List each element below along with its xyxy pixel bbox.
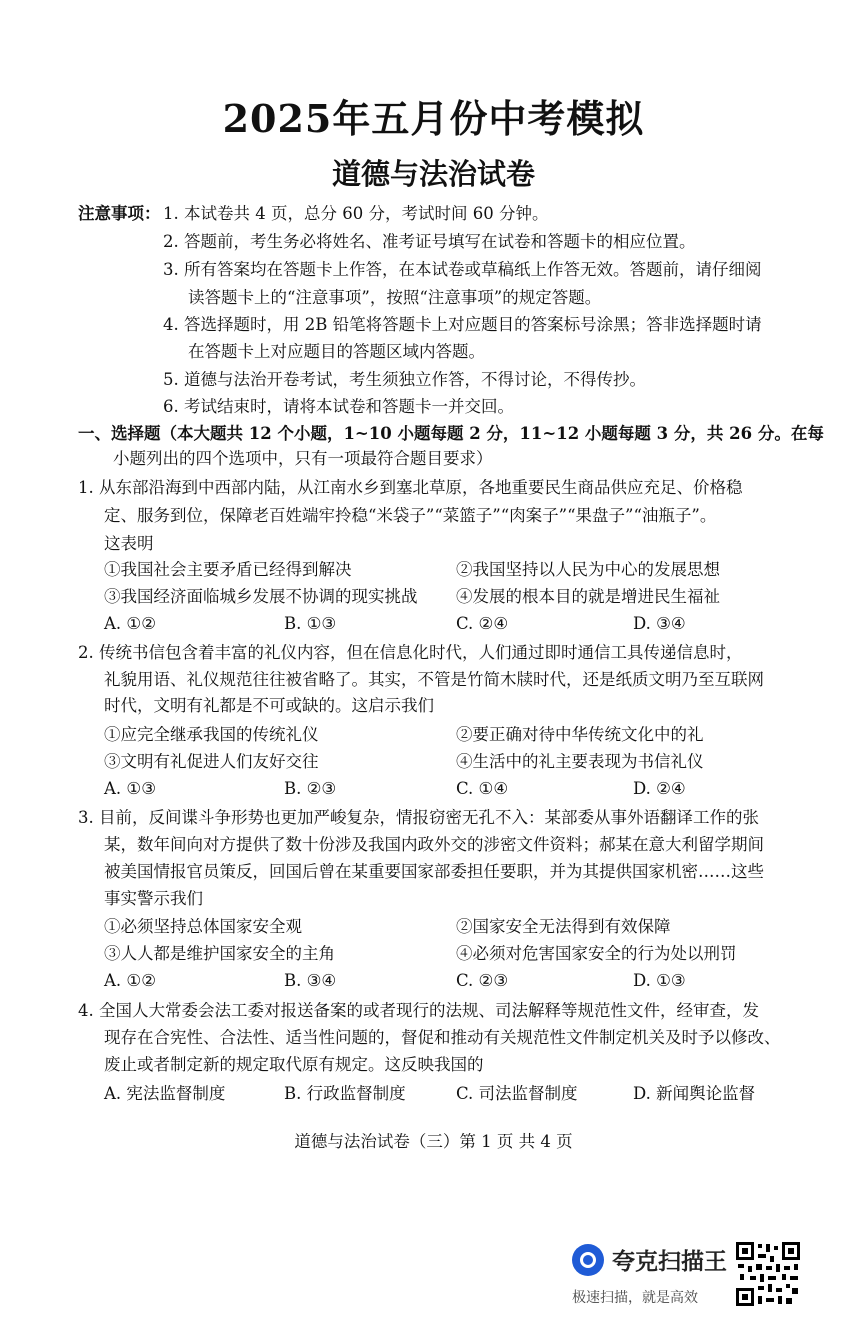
- question-2-stem: 2. 传统书信包含着丰富的礼仪内容，但在信息化时代，人们通过即时通信工具传递信息时，: [78, 643, 743, 662]
- question-3-stem: 某，数年间向对方提供了数十份涉及我国内政外交的涉密文件资料；郝某在意大利留学期间: [104, 835, 764, 854]
- question-3-stem: 被美国情报官员策反，回国后曾在某重要国家部委担任要职，并为其提供国家机密……这些: [104, 862, 764, 881]
- section-heading: 一、选择题（本大题共 12 个小题，1~10 小题每题 2 分，11~12 小题每题 3 分，共 26 分。在每: [78, 424, 824, 443]
- statement: ③文明有礼促进人们友好交往: [104, 752, 319, 771]
- statement: ①必须坚持总体国家安全观: [104, 917, 302, 936]
- option-b: B. ③④: [284, 971, 337, 990]
- option-a: A. ①②: [104, 971, 156, 990]
- statement: ①应完全继承我国的传统礼仪: [104, 725, 319, 744]
- notice-line: 在答题卡上对应题目的答题区域内答题。: [188, 342, 485, 361]
- question-1-stem: 定、服务到位，保障老百姓端牢拎稳“米袋子”“菜篮子”“肉案子”“果盘子”“油瓶子”。: [104, 506, 717, 525]
- page-footer: 道德与法治试卷（三）第 1 页 共 4 页: [294, 1132, 573, 1151]
- scanner-logo: [572, 1243, 727, 1276]
- option-a: A. 宪法监督制度: [104, 1084, 226, 1103]
- option-b: B. ①③: [284, 614, 337, 633]
- question-2-stem: 时代，文明有礼都是不可或缺的。这启示我们: [104, 696, 434, 715]
- statement: ②国家安全无法得到有效保障: [456, 917, 671, 936]
- section-heading-cont: 小题列出的四个选项中，只有一项最符合题目要求）: [113, 449, 493, 468]
- exam-subtitle: 道德与法治试卷: [331, 157, 535, 191]
- statement: ②我国坚持以人民为中心的发展思想: [456, 560, 720, 579]
- notice-label: 注意事项：: [78, 204, 161, 223]
- scanner-brand: 夸克扫描王: [612, 1249, 727, 1275]
- option-d: D. ③④: [633, 614, 686, 633]
- option-a: A. ①③: [104, 779, 156, 798]
- notice-line: 2. 答题前，考生务必将姓名、准考证号填写在试卷和答题卡的相应位置。: [163, 232, 696, 251]
- notice-line: 4. 答选择题时，用 2B 铅笔将答题卡上对应题目的答案标号涂黑；答非选择题时请: [163, 315, 762, 334]
- option-c: C. ②④: [456, 614, 509, 633]
- scanner-tagline: 极速扫描，就是高效: [572, 1290, 698, 1306]
- question-4-stem: 4. 全国人大常委会法工委对报送备案的或者现行的法规、司法解释等规范性文件，经审查，发: [78, 1001, 759, 1020]
- notice-line: 6. 考试结束时，请将本试卷和答题卡一并交回。: [163, 397, 514, 416]
- option-d: D. ②④: [633, 779, 686, 798]
- option-c: C. ②③: [456, 971, 509, 990]
- question-1-stem: 1. 从东部沿海到中西部内陆，从江南水乡到塞北草原，各地重要民生商品供应充足、价格稳: [78, 478, 743, 497]
- qr-code-icon: [736, 1242, 800, 1306]
- statement: ④必须对危害国家安全的行为处以刑罚: [456, 944, 737, 963]
- notice-line: 5. 道德与法治开卷考试，考生须独立作答，不得讨论，不得传抄。: [163, 370, 646, 389]
- option-b: B. 行政监督制度: [284, 1084, 406, 1103]
- option-a: A. ①②: [104, 614, 156, 633]
- option-b: B. ②③: [284, 779, 337, 798]
- question-4-stem: 废止或者制定新的规定取代原有规定。这反映我国的: [104, 1055, 484, 1074]
- notice-line: 1. 本试卷共 4 页，总分 60 分，考试时间 60 分钟。: [163, 204, 549, 223]
- notice-line: 3. 所有答案均在答题卡上作答，在本试卷或草稿纸上作答无效。答题前，请仔细阅: [163, 260, 762, 279]
- question-3-stem: 事实警示我们: [104, 889, 203, 908]
- statement: ④发展的根本目的就是增进民生福祉: [456, 587, 720, 606]
- exam-title: 2025年五月份中考模拟: [222, 96, 645, 141]
- option-d: D. ①③: [633, 971, 686, 990]
- statement: ③我国经济面临城乡发展不协调的现实挑战: [104, 587, 418, 606]
- option-c: C. 司法监督制度: [456, 1084, 578, 1103]
- statement: ④生活中的礼主要表现为书信礼仪: [456, 752, 704, 771]
- quark-logo-icon: [572, 1244, 604, 1276]
- notice-line: 读答题卡上的“注意事项”，按照“注意事项”的规定答题。: [188, 288, 602, 307]
- option-d: D. 新闻舆论监督: [633, 1084, 756, 1103]
- question-2-stem: 礼貌用语、礼仪规范往往被省略了。其实，不管是竹简木牍时代，还是纸质文明乃至互联网: [104, 670, 764, 689]
- option-c: C. ①④: [456, 779, 509, 798]
- question-3-stem: 3. 目前，反间谍斗争形势也更加严峻复杂，情报窃密无孔不入：某部委从事外语翻译工作的张: [78, 808, 759, 827]
- statement: ①我国社会主要矛盾已经得到解决: [104, 560, 352, 579]
- statement: ②要正确对待中华传统文化中的礼: [456, 725, 704, 744]
- question-4-stem: 现存在合宪性、合法性、适当性问题的，督促和推动有关规范性文件制定机关及时予以修改、: [104, 1028, 781, 1047]
- statement: ③人人都是维护国家安全的主角: [104, 944, 335, 963]
- question-1-stem: 这表明: [104, 534, 154, 553]
